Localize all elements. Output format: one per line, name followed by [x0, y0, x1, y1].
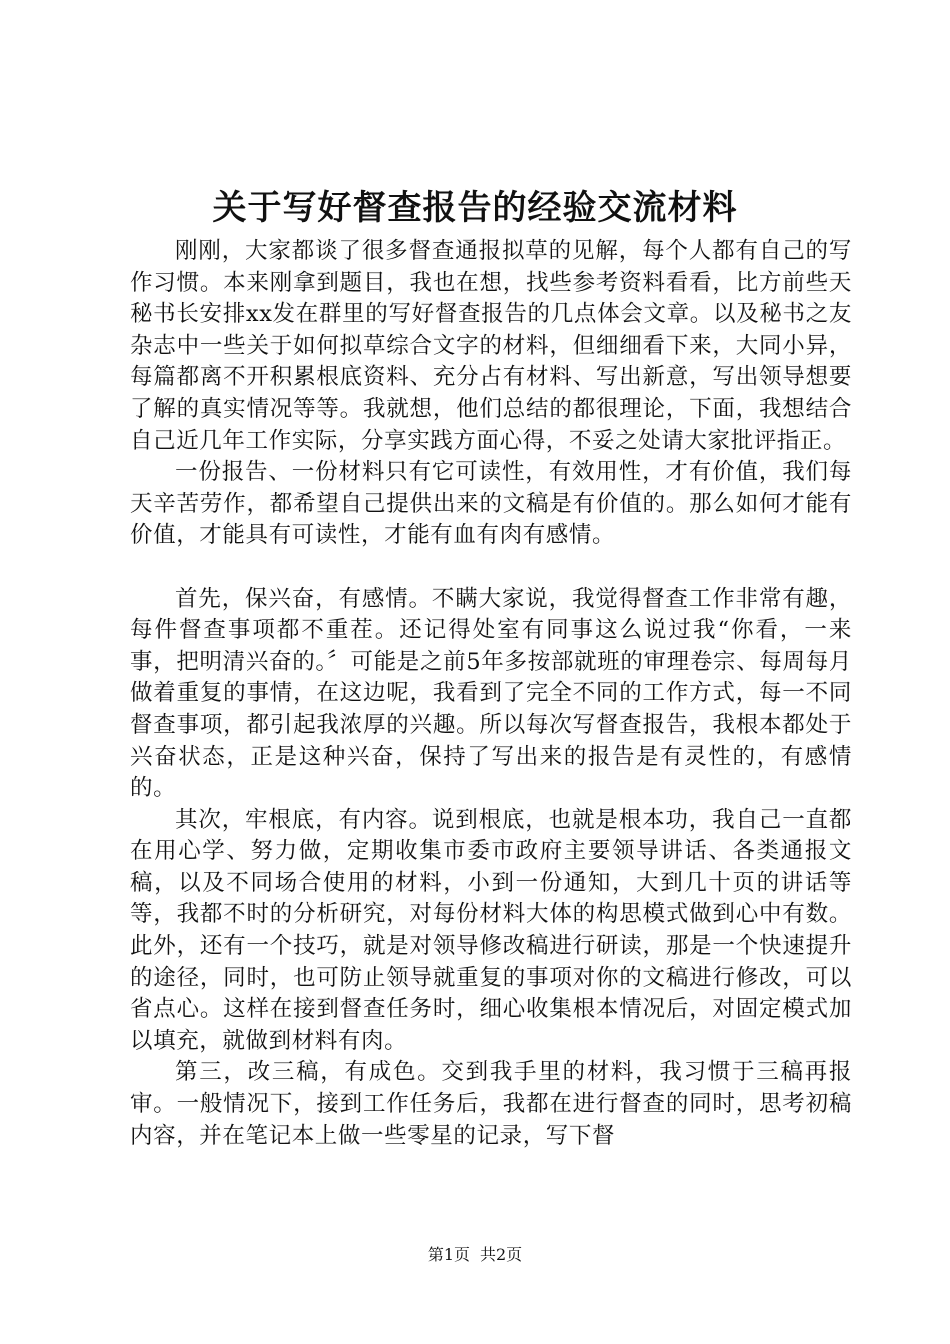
page-footer — [0, 1244, 950, 1266]
paragraph-third-point: 第三，改三稿，有成色。交到我手里的材料，我习惯于三稿再报审。一般情况下，接到工作任务后，我都在进行督查的同时，思考初稿内容，并在笔记本上做一些零星的记录，写下督 — [130, 1059, 852, 1149]
page-number-current: 第1页 — [427, 1245, 470, 1264]
paragraph-second-point: 其次，牢根底，有内容。说到根底，也就是根本功，我自己一直都在用心学、努力做，定期收集市委市政府主要领导讲话、各类通报文稿，以及不同场合使用的材料，小到一份通知，大到几十页的讲话等等，我都不时的分析研究，对每份材料大体的构思模式做到心中有数。此外，还有一个技巧，就是对领导修改稿进行研读，那是一个快速提升的途径，同时，也可防止领导就重复的事项对你的文稿进行修改，可以省点心。这样在接到督查任务时，细心收集根本情况后，对固定模式加以填充，就做到材料有肉。 — [130, 806, 852, 1054]
paragraph-intro: 刚刚，大家都谈了很多督查通报拟草的见解，每个人都有自己的写作习惯。本来刚拿到题目，我也在想，找些参考资料看看，比方前些天秘书长安排xx发在群里的写好督查报告的几点体会文章。以及秘书之友杂志中一些关于如何拟草综合文字的材料，但细细看下来，大同小异，每篇都离不开积累根底资料、充分占有材料、写出新意，写出领导想要了解的真实情况等等。我就想，他们总结的都很理论，下面，我想结合自己近几年工作实际，分享实践方面心得，不妥之处请大家批评指正。 — [130, 238, 852, 454]
paragraph-value: 一份报告、一份材料只有它可读性，有效用性，才有价值，我们每天辛苦劳作，都希望自己提供出来的文稿是有价值的。那么如何才能有价值，才能具有可读性，才能有血有肉有感情。 — [130, 459, 852, 549]
paragraph-first-point: 首先，保兴奋，有感情。不瞒大家说，我觉得督查工作非常有趣，每件督查事项都不重茬。还记得处室有同事这么说过我“你看，一来事，把明清兴奋的。〞可能是之前5年多按部就班的审理卷宗、每周每月做着重复的事情，在这边呢，我看到了完全不同的工作方式，每一不同督查事项，都引起我浓厚的兴趣。所以每次写督查报告，我根本都处于兴奋状态，正是这种兴奋，保持了写出来的报告是有灵性的，有感情的。 — [130, 585, 852, 802]
document-title: 关于写好督查报告的经验交流材料 — [212, 188, 738, 228]
document-body — [130, 236, 852, 1152]
page-number-total: 共2页 — [480, 1245, 523, 1264]
